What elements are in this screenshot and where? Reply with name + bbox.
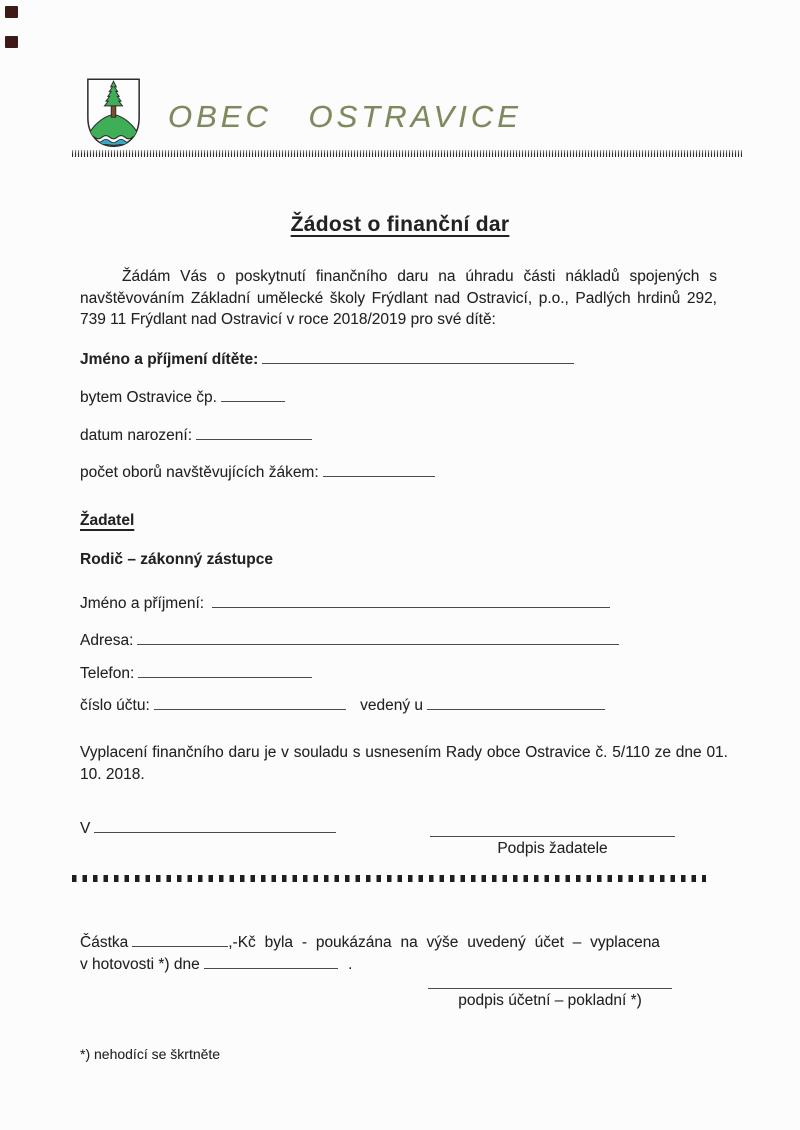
letterhead [85,76,522,154]
org-name: OBEC OSTRAVICE [168,99,522,134]
applicant-account-bank-label: vedený u [360,696,424,714]
applicant-section [80,512,134,530]
applicant-account-label: číslo účtu: [80,696,150,714]
intro-paragraph: Žádám Vás o poskytnutí finančního daru na úhradu části nákladů spojených s navštěvováním Základní umělecké školy Frýdlant nad Ostravicí, p.o., Padlých hrdinů 292, 739 11 Frýdlant nad Ostravicí v roce 2018/2019 pro své dítě: [80,268,717,329]
applicant-address-label: Adresa: [80,631,134,649]
payout-note: Vyplacení finančního daru je v souladu s usnesením Rady obce Ostravice č. 5/110 ze dne 01. 10. 2018. [80,744,728,783]
applicant-phone-label: Telefon: [80,664,135,682]
child-name-row [80,347,574,369]
child-residence-label: bytem Ostravice čp. [80,388,217,406]
child-birthdate-blank [196,423,312,440]
child-residence-row [80,385,285,407]
applicant-account-row [80,693,605,715]
ostravice-coat-of-arms-icon [85,76,142,154]
child-birthdate-label: datum narození: [80,426,193,444]
cash-label: v hotovosti *) dne [80,955,200,973]
applicant-signature-caption: Podpis žadatele [497,840,608,857]
amount-blank [132,930,228,947]
applicant-phone-row [80,661,312,683]
place-label: V [80,819,91,837]
cash-date-row [80,952,352,974]
applicant-name-row [80,591,610,613]
scan-artifact [5,6,18,18]
child-fields-count-label: počet oborů navštěvujících žákem: [80,463,319,481]
applicant-signature-line [430,836,675,837]
cash-date-blank [204,952,338,969]
footnote: *) nehodící se škrtněte [80,1046,221,1062]
place-blank [94,816,336,833]
dotted-separator [72,875,706,882]
amount-suffix: ,-Kč byla - poukázána na výše uvedený účet – vyplacena [228,933,660,951]
accountant-signature-caption: podpis účetní – pokladní *) [458,992,642,1009]
child-residence-blank [221,385,285,402]
child-name-label: Jméno a příjmení dítěte: [80,350,259,368]
child-fields-count-blank [323,460,435,477]
amount-label: Částka [80,933,129,951]
child-birthdate-row [80,423,312,445]
applicant-bank-blank [427,693,605,710]
applicant-address-row [80,628,619,650]
form-title: Žádost o finanční dar [290,213,510,236]
place-row [80,816,336,838]
amount-row [80,930,660,952]
applicant-account-blank [154,693,346,710]
child-fields-count-row [80,460,435,482]
sentence-end: . [348,955,353,973]
accountant-signature-line [428,988,672,989]
applicant-name-label: Jméno a příjmení: [80,594,205,612]
header-separator-line [72,150,742,157]
applicant-section-title: Žadatel [80,512,135,529]
applicant-subtitle: Rodič – zákonný zástupce [80,551,273,568]
applicant-name-blank [212,591,610,608]
applicant-phone-blank [138,661,312,678]
scan-artifact [5,36,18,48]
applicant-address-blank [137,628,619,645]
child-name-blank [262,347,574,364]
